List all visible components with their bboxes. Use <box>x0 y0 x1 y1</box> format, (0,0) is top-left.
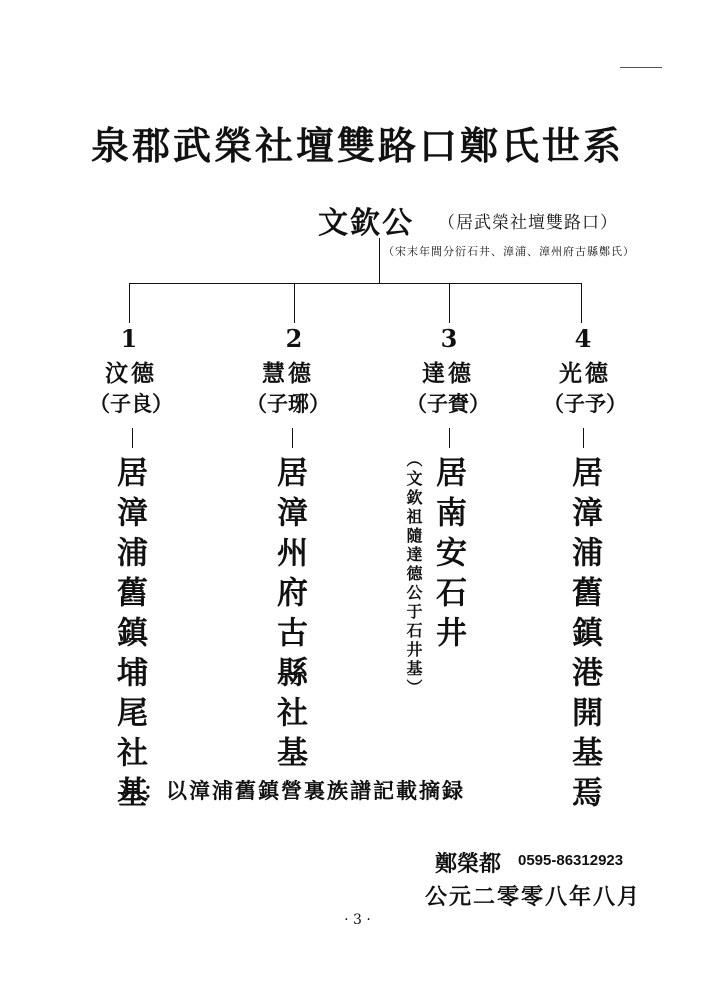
branch-3-drop-line <box>449 283 450 323</box>
branch-4-residence: 居漳浦舊鎮港開基焉 <box>566 456 602 816</box>
branch-3-number: 3 <box>440 324 458 353</box>
branch-1-connector <box>132 428 133 448</box>
branch-2-number: 2 <box>285 324 303 353</box>
document-date: 公元二零零八年八月 <box>425 884 642 910</box>
page-number: · 3 · <box>344 912 371 928</box>
branch-3-name: 達德 <box>422 360 474 387</box>
tree-trunk-line <box>379 238 380 283</box>
branch-2-drop-line <box>294 283 295 323</box>
branch-4-connector <box>583 428 584 448</box>
branch-4-drop-line <box>581 283 582 323</box>
branch-3-residence: 居南安石井 <box>430 456 466 656</box>
branch-3-note: （文欽祖隨達德公于石井基） <box>404 451 423 698</box>
branch-1-residence: 居漳浦舊鎮埔尾社基 <box>111 456 147 816</box>
branch-2-connector <box>292 428 293 448</box>
tree-cross-line <box>129 283 582 284</box>
ancestor-branch-note: （宋末年間分衍石井、漳浦、漳州府古縣鄭氏） <box>383 245 635 258</box>
branch-2-residence: 居漳州府古縣社基 <box>271 456 307 776</box>
top-rule <box>620 67 662 68</box>
ancestor-residence-note: （居武榮社壇雙路口） <box>438 213 618 233</box>
author-name: 鄭榮都 <box>435 851 502 877</box>
branch-3-courtesy-name: （子賚） <box>406 391 490 416</box>
branch-4-courtesy-name: （子予） <box>543 391 627 416</box>
branch-4-number: 4 <box>574 324 592 353</box>
ancestor-name: 文欽公 <box>318 206 414 241</box>
branch-1-number: 1 <box>120 324 138 353</box>
branch-2-courtesy-name: （子琊） <box>246 391 330 416</box>
page-title: 泉郡武榮社壇雙路口鄭氏世系 <box>90 123 624 168</box>
branch-1-name: 汶德 <box>105 360 157 387</box>
branch-4-name: 光德 <box>559 360 611 387</box>
footnote: 注：以漳浦舊鎮營裏族譜記載摘録 <box>120 778 465 803</box>
author-phone: 0595-86312923 <box>518 852 624 869</box>
branch-3-connector <box>449 428 450 448</box>
branch-1-courtesy-name: （子良） <box>89 391 173 416</box>
branch-1-drop-line <box>129 283 130 323</box>
branch-2-name: 慧德 <box>262 360 314 387</box>
